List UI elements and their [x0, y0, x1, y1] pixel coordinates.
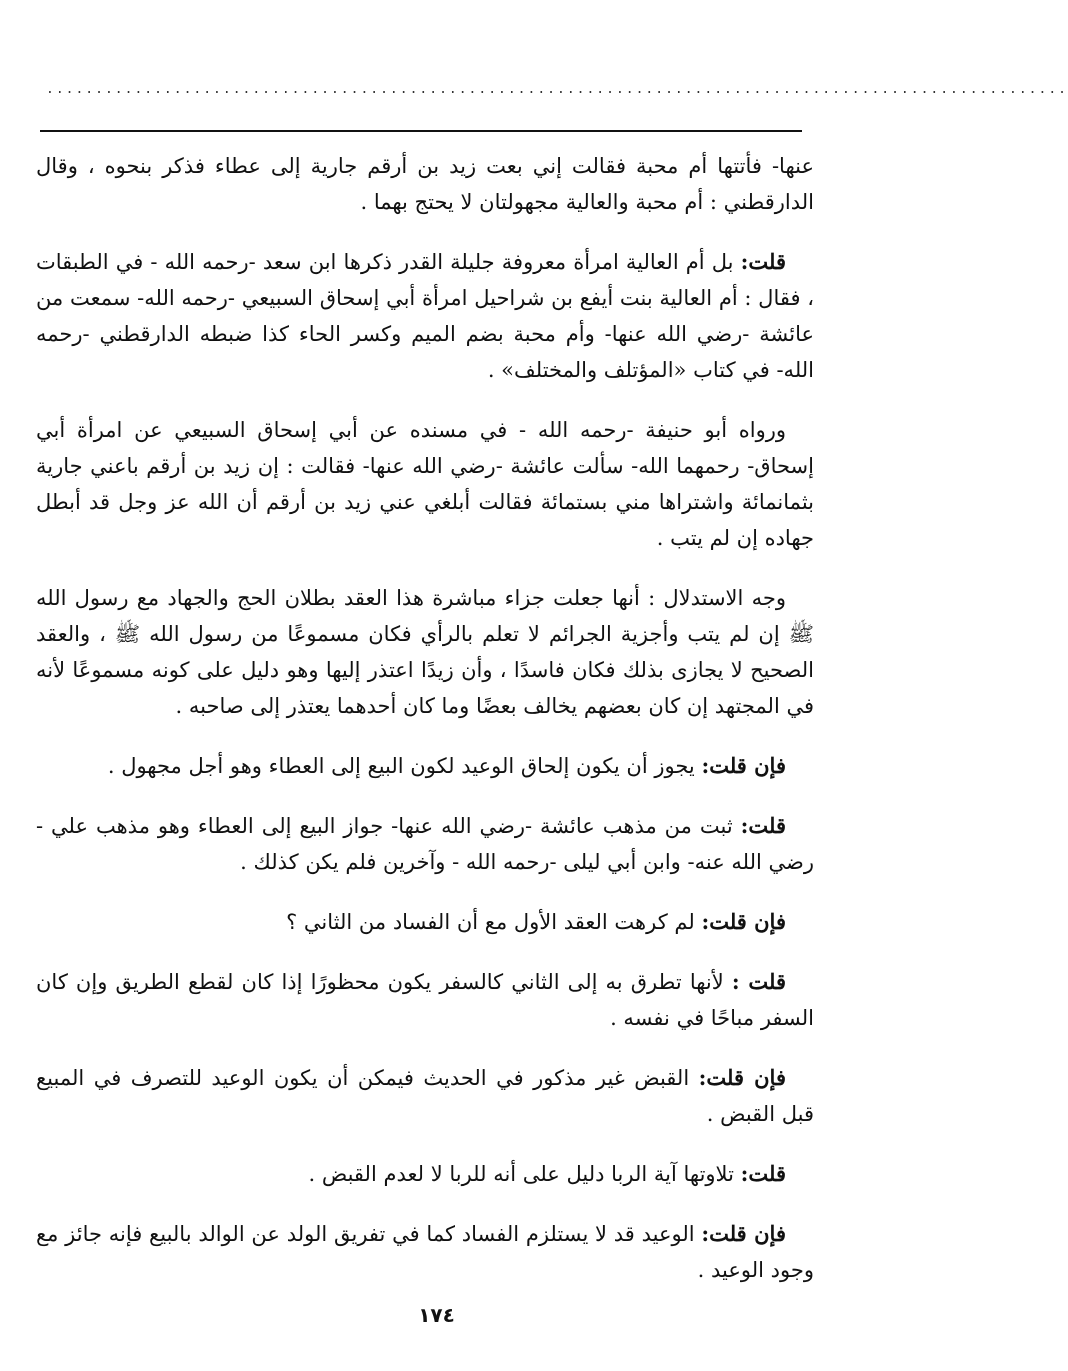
paragraph-label: قلت: — [740, 813, 786, 838]
paragraph — [36, 748, 814, 784]
paragraph — [36, 808, 814, 880]
paragraph-text: القبض غير مذكور في الحديث فيمكن أن يكون الوعيد للتصرف في المبيع قبل القبض . — [36, 1066, 814, 1126]
paragraph-text: ورواه أبو حنيفة -رحمه الله - في مسنده عن أبي إسحاق السبيعي عن امرأة أبي إسحاق- رحمهما الله- سألت عائشة -رضي الله عنها- فقالت : إن زيد بن أرقم باعني جارية بثمانمائة واشتراها مني بستمائة فقالت أبلغي عني زيد بن أرقم أن الله عز وجل قد أبطل جهاده إن لم يتب . — [36, 418, 814, 550]
paragraph-text: عنها- فأتتها أم محبة فقالت إني بعت زيد بن أرقم جارية إلى عطاء فذكر بنحوه ، وقال الدارقطني : أم محبة والعالية مجهولتان لا يحتج بهما . — [36, 154, 814, 214]
paragraph-text: لم كرهت العقد الأول مع أن الفساد من الثاني ؟ — [286, 910, 695, 934]
paragraph-text: تلاوتها آية الربا دليل على أنه للربا لا لعدم القبض . — [308, 1162, 734, 1186]
paragraph-label: فإن قلت: — [698, 1065, 786, 1090]
paragraph-label: فإن قلت: — [701, 1221, 786, 1246]
paragraph-label: فإن قلت: — [701, 753, 786, 778]
paragraph-text: بل أم العالية امرأة معروفة جليلة القدر ذكرها ابن سعد -رحمه الله - في الطبقات ، فقال : أم العالية بنت أيفع بن شراحيل امرأة أبي إسحاق السبيعي -رحمه الله- سمعت من عائشة -رضي الله عنها- وأم محبة بضم الميم وكسر الحاء كذا ضبطه الدارقطني -رحمه الله- في كتاب «المؤتلف والمختلف» . — [36, 250, 814, 382]
paragraph-label: قلت: — [740, 1161, 786, 1186]
paragraph — [36, 244, 814, 388]
paragraph-text: لأنها تطرق به إلى الثاني كالسفر يكون محظورًا إذا كان لقطع الطريق وإن كان السفر مباحًا في نفسه . — [36, 970, 814, 1030]
paragraph — [36, 1060, 814, 1132]
footnote-separator-rule — [40, 130, 802, 132]
paragraph — [36, 964, 814, 1036]
paragraph-label: قلت : — [731, 969, 786, 994]
paragraph-label: قلت: — [740, 249, 786, 274]
footnote-dotted-line: ........................................................................................................ — [46, 82, 1068, 97]
paragraph — [36, 148, 814, 220]
paragraph — [36, 1156, 814, 1192]
paragraph-label: وجه الاستدلال : — [648, 586, 786, 610]
paragraph — [36, 580, 814, 724]
paragraph — [36, 412, 814, 556]
paragraph-text: أنها جعلت جزاء مباشرة هذا العقد بطلان الحج والجهاد مع رسول الله ﷺ إن لم يتب وأجزية الجرائم لا تعلم بالرأي فكان مسموعًا من رسول الله ﷺ ، والعقد الصحيح لا يجازى بذلك فكان فاسدًا ، وأن زيدًا اعتذر إليها وهو دليل على كونه مسموعًا لأنه في المجتهد إن كان بعضهم يخالف بعضًا وما كان أحدهما يعتذر إلى صاحبه . — [36, 586, 814, 718]
paragraph-text: ثبت من مذهب عائشة -رضي الله عنها- جواز البيع إلى العطاء وهو مذهب علي - رضي الله عنه- وابن أبي ليلى -رحمه الله - وآخرين فلم يكن كذلك . — [36, 814, 814, 874]
paragraph — [36, 904, 814, 940]
paragraph — [36, 1216, 814, 1288]
page-number: ١٧٤ — [418, 1303, 455, 1327]
paragraph-text: الوعيد قد لا يستلزم الفساد كما في تفريق الولد عن الوالد بالبيع فإنه جائز مع وجود الوعيد . — [36, 1222, 814, 1282]
page-body — [36, 148, 814, 1312]
paragraph-text: يجوز أن يكون إلحاق الوعيد لكون البيع إلى العطاء وهو أجل مجهول . — [107, 754, 695, 778]
paragraph-label: فإن قلت: — [701, 909, 786, 934]
